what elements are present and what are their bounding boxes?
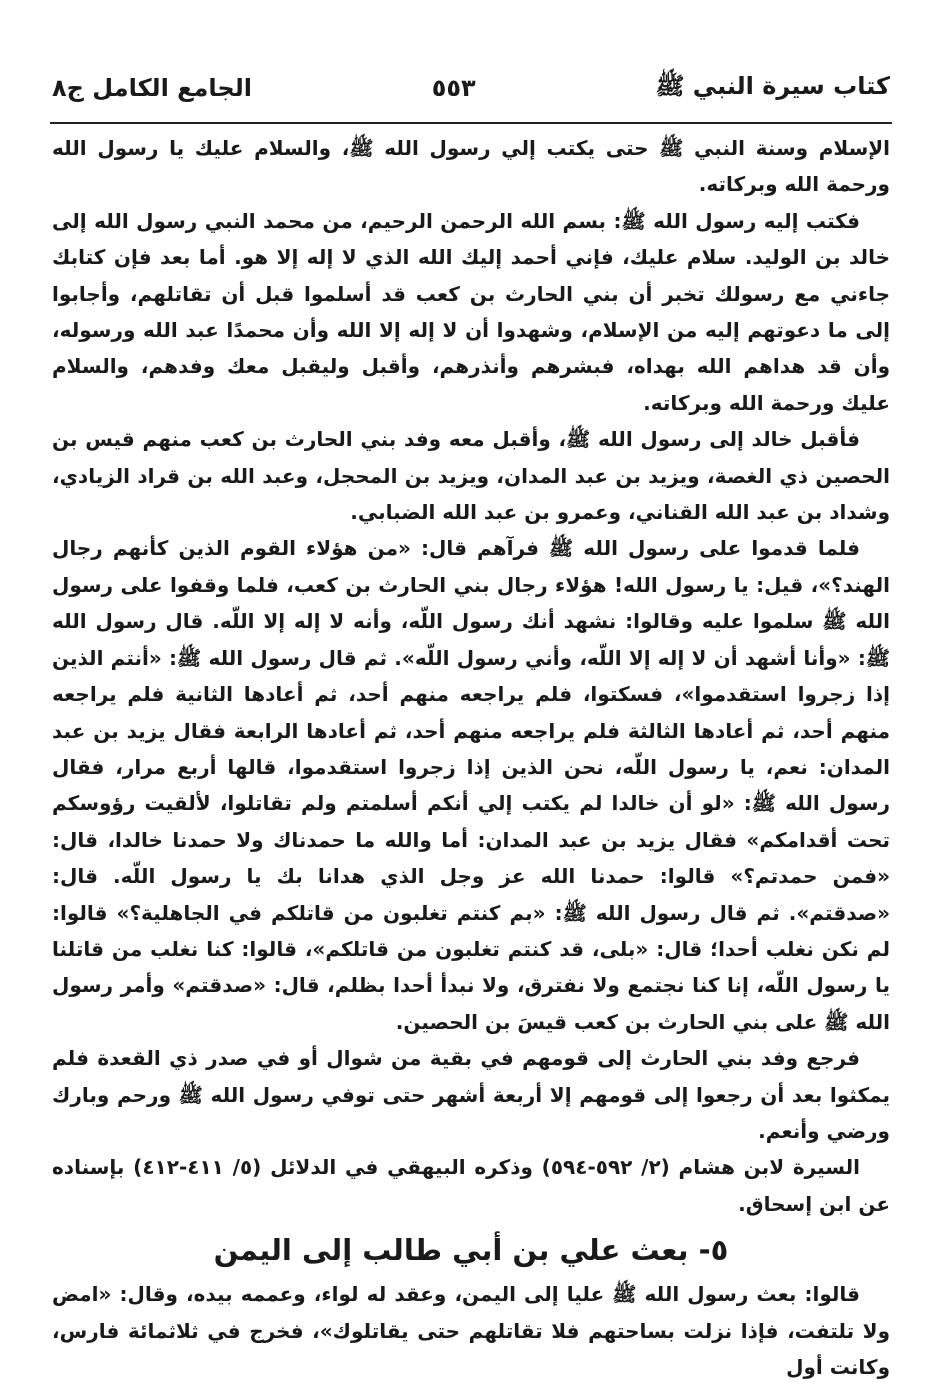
paragraph-source-citation: السيرة لابن هشام (٢/ ٥٩٢-٥٩٤) وذكره البيهقي في الدلائل (٥/ ٤١١-٤١٢) بإسناده عن ابن إسحاق. (52, 1155, 890, 1216)
paragraph-prophet-reply: فكتب إليه رسول الله ﷺ: بسم الله الرحمن الرحيم، من محمد النبي رسول الله إلى خالد بن الوليد. سلام عليك، فإني أحمد إليك الله الذي لا إله إلا هو. أما بعد فإن كتابك جاءني مع رسولك تخبر أن بني الحارث بن كعب قد أسلموا قبل أن تقاتلهم، وأجابوا إلى ما دعوتهم إليه من الإسلام، وشهدوا أن لا إله إلا الله وأن محمدًا عبد الله ورسوله، وأن قد هداهم الله بهداه، فبشرهم وأنذرهم، وأقبل وليقبل معك وفدهم، والسلام عليك ورحمة الله وبركاته. (52, 208, 890, 415)
paragraph-ali-mission: قالوا: بعث رسول الله ﷺ عليا إلى اليمن، وعقد له لواء، وعممه بيده، وقال: «امض ولا تلتفت، فإذا نزلت بساحتهم فلا تقاتلهم حتى يقاتلوك»، فخرج في ثلاثمائة فارس، وكانت أول (52, 1282, 890, 1379)
main-text (52, 130, 890, 1385)
paragraph-letter-end: الإسلام وسنة النبي ﷺ حتى يكتب إلي رسول الله ﷺ، والسلام عليك يا رسول الله ورحمة الله وبركاته. (52, 136, 890, 197)
page-number: ٥٥٣ (431, 74, 476, 102)
paragraph-return: فرجع وفد بني الحارث إلى قومهم في بقية من شوال أو في صدر ذي القعدة فلم يمكثوا بعد أن رجعوا إلى قومهم إلا أربعة أشهر حتى توفي رسول الله ﷺ ورحم وبارك ورضي وأنعم. (52, 1046, 890, 1143)
volume-title: الجامع الكامل ج٨ (52, 74, 252, 102)
running-head (52, 66, 890, 110)
paragraph-delegation: فأقبل خالد إلى رسول الله ﷺ، وأقبل معه وفد بني الحارث بن كعب منهم قيس بن الحصين ذي الغصة، ويزيد بن عبد المدان، ويزيد بن المحجل، وعبد الله بن قراد الزيادي، وشداد بن عبد الله القناني، وعمرو بن عبد الله الضبابي. (52, 427, 890, 525)
paragraph-meeting: فلما قدموا على رسول الله ﷺ فرآهم قال: «من هؤلاء القوم الذين كأنهم رجال الهند؟»، قيل: يا رسول الله! هؤلاء رجال بني الحارث بن كعب، فلما وقفوا على رسول الله ﷺ سلموا عليه وقالوا: نشهد أنك رسول اللّه، وأنه لا إله إلا اللّه. قال رسول الله ﷺ: «وأنا أشهد أن لا إله إلا اللّه، وأني رسول اللّه». ثم قال رسول الله ﷺ: «أنتم الذين إذا زجروا استقدموا»، فسكتوا، فلم يراجعه منهم أحد، ثم أعادها الثانية فلم يراجعه منهم أحد، ثم أعادها الثالثة فلم يراجعه منهم أحد، ثم أعادها الرابعة فقال يزيد بن عبد المدان: نعم، يا رسول اللّه، نحن الذين إذا زجروا استقدموا، قالها أربع مرار، فقال رسول الله ﷺ: «لو أن خالدا لم يكتب إلي أنكم أسلمتم ولم تقاتلوا، لألقيت رؤوسكم تحت أقدامكم» فقال يزيد بن عبد المدان: أما والله ما حمدناك ولا حمدنا خالدا، قال: «فمن حمدتم؟» قالوا: حمدنا الله عز وجل الذي هدانا بك يا رسول اللّه. قال: «صدقتم». ثم قال رسول الله ﷺ: «بم كنتم تغلبون من قاتلكم في الجاهلية؟» قالوا: لم نكن نغلب أحدا؛ قال: «بلى، قد كنتم تغلبون من قاتلكم»، قالوا: كنا نغلب من قاتلنا يا رسول اللّه، إنا كنا نجتمع ولا نفترق، ولا نبدأ أحدا بظلم، قال: «صدقتم» وأمر رسول الله ﷺ على بني الحارث بن كعب قيسَ بن الحصين. (52, 536, 890, 1034)
section-heading: ٥- بعث علي بن أبي طالب إلى اليمن (213, 1233, 729, 1268)
header-divider (50, 122, 892, 124)
book-title: كتاب سيرة النبي ﷺ (655, 71, 890, 100)
